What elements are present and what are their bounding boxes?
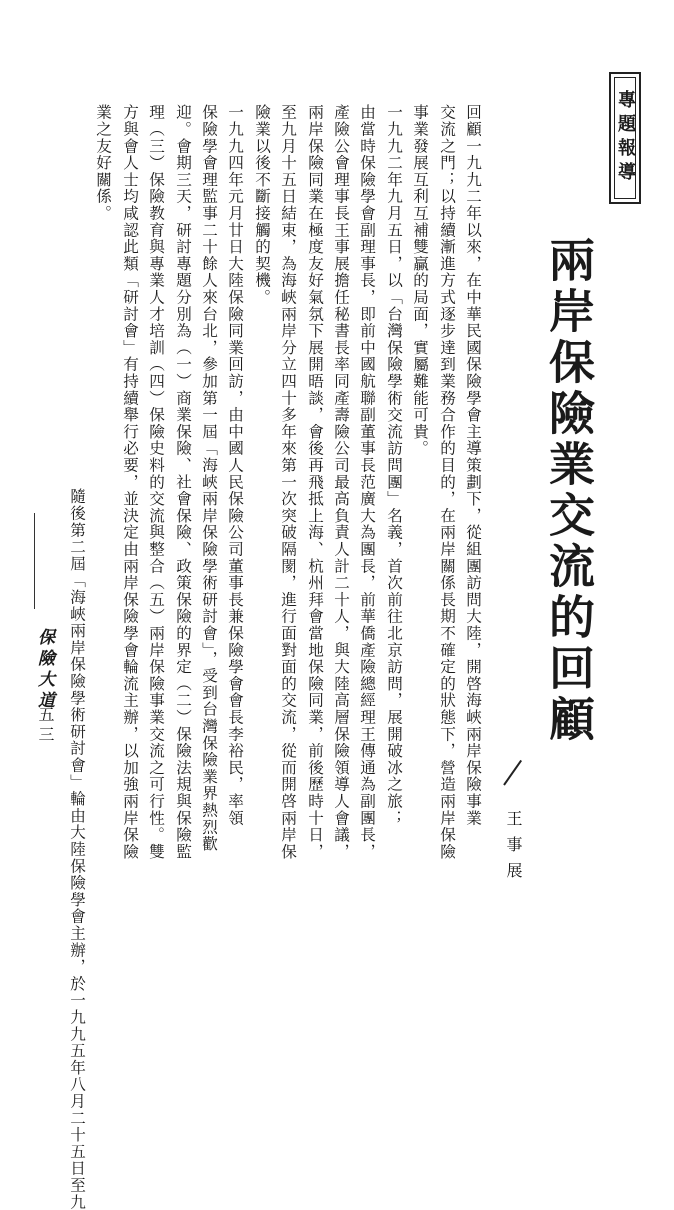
body-column-7: 兩岸保險同業在極度友好氣氛下展開晤談，會後再飛抵上海、杭州拜會當地保險同業，前後歷時十日，: [306, 104, 324, 860]
author-name: 王事展: [504, 810, 523, 888]
body-column-11: 保險學會理監事二十餘人來台北，參加第一屆「海峽兩岸保險學術研討會」，受到台灣保險業界熱烈歡: [200, 104, 218, 853]
body-column-10: 一九九四年元月廿日大陸保險同業回訪，由中國人民保險公司董事長兼保險學會會長李裕民，率領: [226, 104, 244, 827]
body-column-16: 隨後第二屆「海峽兩岸保險學術研討會」輪由大陸保險學會主辦，於一九九五年八月二十五日至九: [68, 488, 86, 1210]
body-column-3: 事業發展互利互補雙贏的局面，實屬難能可貴。: [411, 104, 429, 457]
article-title: 兩岸保險業交流的回顧: [542, 236, 596, 746]
page-number: 五三: [36, 706, 55, 746]
body-column-1: 回顧一九九二年以來，在中華民國保險學會主導策劃下，從組團訪問大陸，開啓海峽兩岸保險事業: [464, 104, 482, 827]
body-column-9: 險業以後不斷接觸的契機。: [253, 104, 271, 306]
body-column-6: 產險公會理事長王事展擔任秘書長率同產壽險公司最高負責人計二十人，與大陸高層保險領導人會議，: [332, 104, 350, 860]
body-column-12: 迎。會期三天，研討專題分別為（一）商業保險、社會保險、政策保險的界定（二）保險法規與保險監: [174, 104, 192, 860]
journal-name: 保險大道: [34, 628, 54, 712]
body-column-13: 理（三）保險教育與專業人才培訓（四）保險史料的交流與整合（五）兩岸保險事業交流之可行性。雙: [147, 104, 165, 860]
section-tag-box: [609, 72, 641, 204]
footer-divider: [34, 513, 35, 609]
body-column-8: 至九月十五日結束，為海峽兩岸分立四十多年來第一次突破隔閡，進行面對面的交流，從而開啓兩岸保: [279, 104, 297, 860]
body-column-15: 業之友好關係。: [94, 104, 112, 222]
section-tag: 專題報導: [615, 90, 636, 186]
body-column-4: 一九九二年九月五日，以「台灣保險學術交流訪問團」名義，首次前往北京訪問，展開破冰之旅；: [385, 104, 403, 827]
author-slash-mark: [503, 760, 522, 786]
body-column-5: 由當時保險學會副理事長，即前中國航聯副董事長范廣大為團長，前華僑產險總經理王傳通為副團長，: [358, 104, 376, 860]
body-column-14: 方與會人士均咸認此類「研討會」有持續舉行必要，並決定由兩岸保險學會輪流主辦，以加強兩岸保險: [121, 104, 139, 860]
body-column-2: 交流之門；以持續漸進方式逐步達到業務合作的目的，在兩岸關係長期不確定的狀態下，營造兩岸保險: [438, 104, 456, 860]
